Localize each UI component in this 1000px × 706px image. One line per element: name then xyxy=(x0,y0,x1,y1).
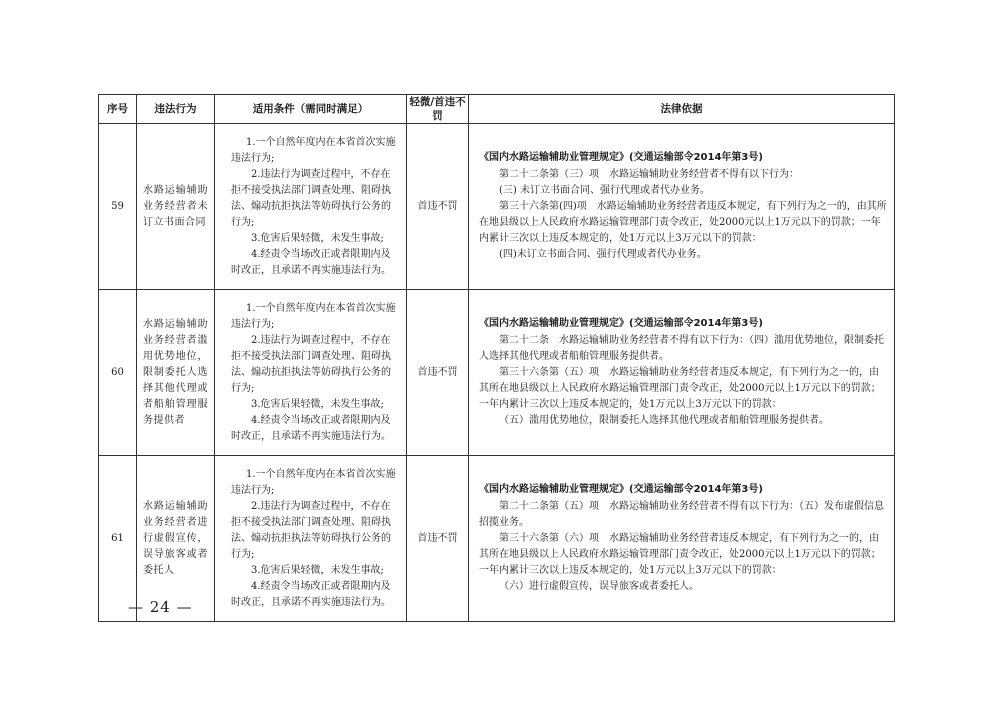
header-legal-basis: 法律依据 xyxy=(469,95,895,124)
regulation-table xyxy=(98,94,895,622)
regulation-title: 《国内水路运输辅助业管理规定》(交通运输部令2014年第3号) xyxy=(479,484,763,495)
header-no: 序号 xyxy=(99,95,137,124)
legal-paragraph: (三) 未订立书面合同、强行代理或者代办业务。 xyxy=(499,185,710,196)
condition-item: 4.经责令当场改正或者限期内及时改正，且承诺不再实施违法行为。 xyxy=(231,414,391,442)
legal-paragraph: 第二十二条第（五）项 水路运输辅助业务经营者不得有以下行为：（五）发布虚假信息招揽业务。 xyxy=(479,501,884,528)
legal-basis-cell xyxy=(469,124,895,290)
conditions-cell xyxy=(215,456,407,622)
regulation-title: 《国内水路运输辅助业管理规定》(交通运输部令2014年第3号) xyxy=(479,318,763,329)
legal-basis-cell xyxy=(469,456,895,622)
condition-item: 4.经责令当场改正或者限期内及时改正，且承诺不再实施违法行为。 xyxy=(231,248,391,276)
condition-item: 3.危害后果轻微，未发生事故; xyxy=(251,398,384,410)
condition-item: 2.违法行为调查过程中，不存在拒不接受执法部门调查处理、阻碍执法、煽动抗拒执法等妨碍执行公务的行为; xyxy=(231,334,391,394)
legal-paragraph: 第二十二条第（三）项 水路运输辅助业务经营者不得有以下行为： xyxy=(499,169,799,180)
legal-paragraph: 第三十六条第（五）项 水路运输辅助业务经营者违反本规定，有下列行为之一的，由其所在地县级以上人民政府水路运输管理部门责令改正，处2000元以上1万元以下的罚款；一年内累计三次以上违反本规定的，处1万元以上3万元以下的罚款： xyxy=(479,367,881,410)
legal-basis-cell xyxy=(469,290,895,456)
table-row xyxy=(99,124,895,290)
row-number: 59 xyxy=(99,124,137,290)
condition-item: 1.一个自然年度内在本省首次实施违法行为; xyxy=(231,468,396,496)
header-conditions: 适用条件（需同时满足） xyxy=(215,95,407,124)
condition-item: 2.违法行为调查过程中，不存在拒不接受执法部门调查处理、阻碍执法、煽动抗拒执法等妨碍执行公务的行为; xyxy=(231,168,391,228)
first-offense-text: 首违不罚 xyxy=(407,124,469,290)
regulation-title: 《国内水路运输辅助业管理规定》(交通运输部令2014年第3号) xyxy=(479,152,763,163)
legal-paragraph: 第三十六条第(四)项 水路运输辅助业务经营者违反本规定，有下列行为之一的，由其所在地县级以上人民政府水路运输管理部门责令改正，处2000元以上1万元以下的罚款；一年内累计三次以上违反本规定的，处1万元以上3万元以下的罚款： xyxy=(479,201,887,244)
legal-paragraph: (四)未订立书面合同、强行代理或者代办业务。 xyxy=(499,249,707,260)
condition-item: 3.危害后果轻微，未发生事故; xyxy=(251,232,384,244)
table-row xyxy=(99,456,895,622)
legal-paragraph: 第三十六条第（六）项 水路运输辅助业务经营者违反本规定，有下列行为之一的，由其所在地县级以上人民政府水路运输管理部门责令改正，处2000元以上1万元以下的罚款；一年内累计三次以上违反本规定的，处1万元以上3万元以下的罚款： xyxy=(479,533,881,576)
conditions-cell xyxy=(215,124,407,290)
table-header-row xyxy=(99,95,895,124)
violation-text: 水路运输辅助业务经营者进行虚假宣传，误导旅客或者委托人 xyxy=(137,456,215,622)
header-first-offense: 轻微/首违不罚 xyxy=(407,95,469,124)
conditions-cell xyxy=(215,290,407,456)
legal-paragraph: （六）进行虚假宣传，误导旅客或者委托人。 xyxy=(499,581,699,592)
legal-paragraph: 第二十二条 水路运输辅助业务经营者不得有以下行为：（四）滥用优势地位，限制委托人选择其他代理或者船舶管理服务提供者。 xyxy=(479,335,884,362)
condition-item: 1.一个自然年度内在本省首次实施违法行为; xyxy=(231,136,396,164)
legal-paragraph: （五）滥用优势地位，限制委托人选择其他代理或者船舶管理服务提供者。 xyxy=(499,415,829,426)
row-number: 61 xyxy=(99,456,137,622)
first-offense-text: 首违不罚 xyxy=(407,290,469,456)
condition-item: 3.危害后果轻微，未发生事故; xyxy=(251,564,384,576)
page-number: — 24 — xyxy=(128,598,193,616)
row-number: 60 xyxy=(99,290,137,456)
condition-item: 4.经责令当场改正或者限期内及时改正，且承诺不再实施违法行为。 xyxy=(231,580,391,608)
first-offense-text: 首违不罚 xyxy=(407,456,469,622)
condition-item: 2.违法行为调查过程中，不存在拒不接受执法部门调查处理、阻碍执法、煽动抗拒执法等妨碍执行公务的行为; xyxy=(231,500,391,560)
table-row xyxy=(99,290,895,456)
condition-item: 1.一个自然年度内在本省首次实施违法行为; xyxy=(231,302,396,330)
violation-text: 水路运输辅助业务经营者未订立书面合同 xyxy=(137,124,215,290)
header-violation: 违法行为 xyxy=(137,95,215,124)
violation-text: 水路运输辅助业务经营者滥用优势地位，限制委托人选择其他代理或者船舶管理服务提供者 xyxy=(137,290,215,456)
